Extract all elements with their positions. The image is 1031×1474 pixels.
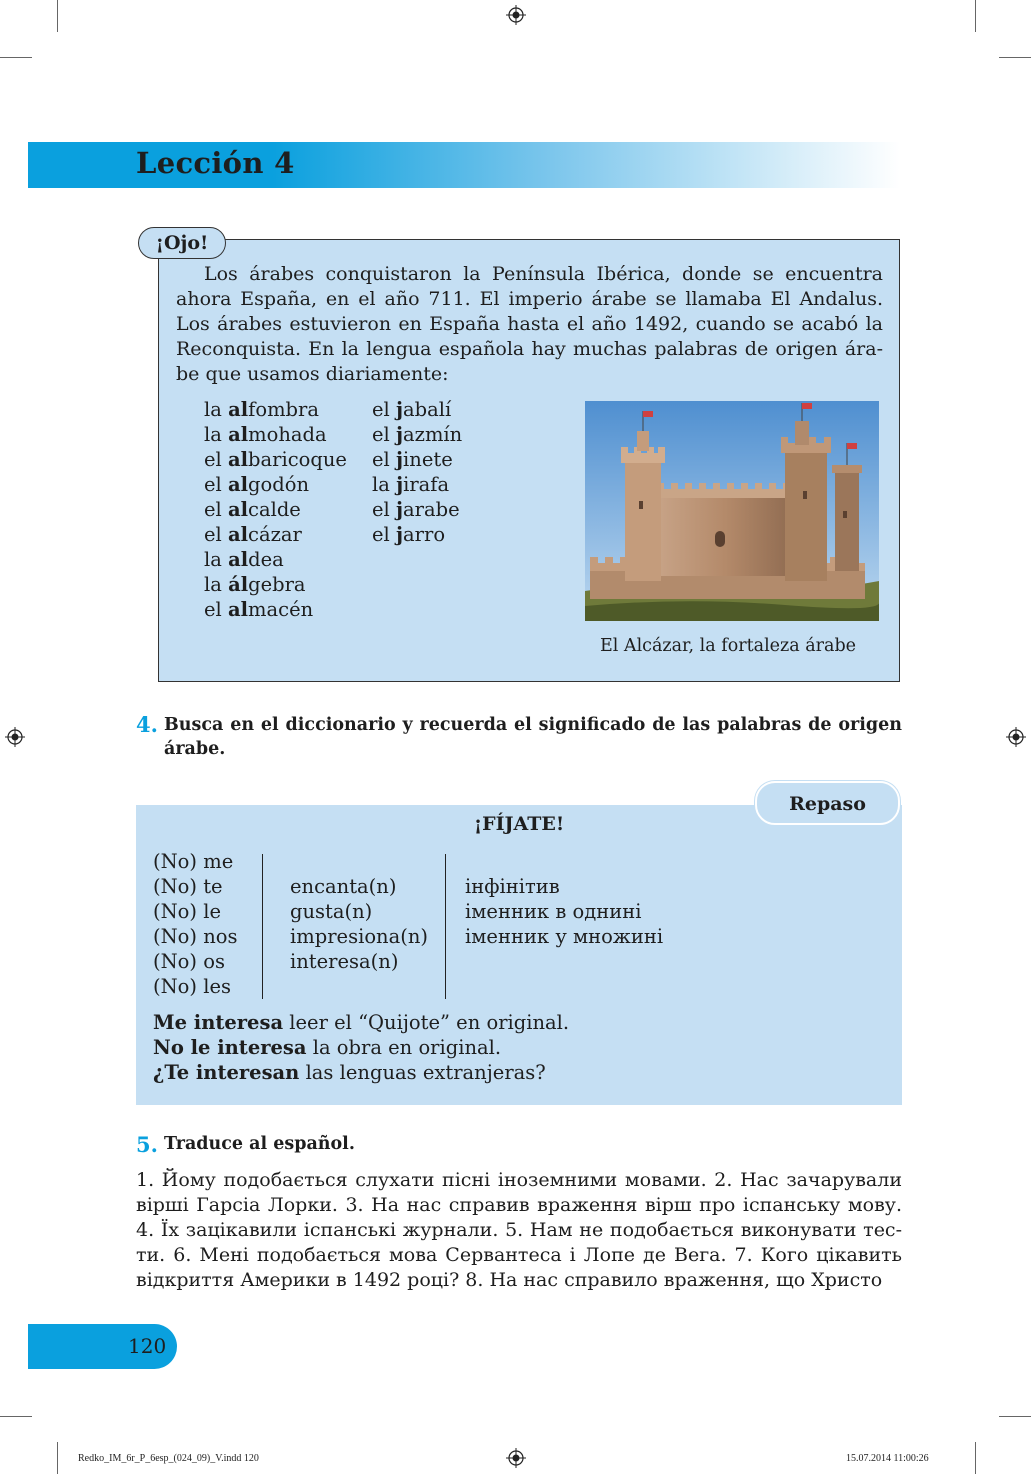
word-article: el xyxy=(204,598,228,621)
word-rest: mohada xyxy=(248,423,327,446)
word-article: el xyxy=(372,398,396,421)
example-rest: las lenguas extranjeras? xyxy=(299,1061,546,1084)
verb-item: interesa(n) xyxy=(290,950,399,973)
word-prefix: j xyxy=(396,473,404,496)
pronoun-column xyxy=(153,849,238,999)
verb-item: gusta(n) xyxy=(290,900,373,923)
word-prefix: al xyxy=(227,473,249,496)
word-item xyxy=(204,572,347,597)
ojo-tag: ¡Ojo! xyxy=(138,227,226,259)
word-article: el xyxy=(204,448,228,471)
word-item xyxy=(372,397,462,422)
word-rest: inete xyxy=(403,448,453,471)
word-rest: fombra xyxy=(248,398,319,421)
word-item xyxy=(204,447,347,472)
word-prefix: j xyxy=(395,448,404,471)
word-rest: irafa xyxy=(403,473,450,496)
example-sentences xyxy=(153,1010,569,1085)
word-article: la xyxy=(204,423,229,446)
lesson-title: Lección 4 xyxy=(136,146,295,180)
word-article: el xyxy=(372,423,396,446)
word-rest: gebra xyxy=(248,573,306,596)
word-item xyxy=(204,422,347,447)
exercise-instruction: Busca en el diccionario y recuerda el significado de las palabras de origen árabe. xyxy=(164,715,902,759)
word-prefix: al xyxy=(227,523,249,546)
word-prefix: al xyxy=(227,598,249,621)
fijate-title: ¡FÍJATE! xyxy=(473,813,565,835)
word-prefix: al xyxy=(228,548,249,571)
complement-item: іменник в однині xyxy=(465,900,642,923)
footer-date: 15.07.2014 11:00:26 xyxy=(846,1453,929,1464)
page-number-tab xyxy=(28,1324,177,1369)
word-item xyxy=(372,522,462,547)
word-prefix: j xyxy=(395,423,404,446)
word-article: la xyxy=(204,398,229,421)
word-article: el xyxy=(372,523,396,546)
page-number: 120 xyxy=(128,1334,167,1358)
crop-mark xyxy=(999,57,1031,58)
repaso-tab: Repaso xyxy=(755,781,900,825)
word-rest: cázar xyxy=(248,523,302,546)
word-item xyxy=(204,547,347,572)
pronoun-item: (No) les xyxy=(153,975,231,998)
word-article: el xyxy=(372,498,396,521)
image-caption: El Alcázar, la fortaleza árabe xyxy=(600,636,857,656)
column-divider xyxy=(262,854,263,999)
exercise-number: 5. xyxy=(136,1132,158,1157)
registration-mark-icon xyxy=(5,727,25,747)
crop-mark xyxy=(0,1416,32,1417)
word-rest: abalí xyxy=(403,398,452,421)
ojo-paragraph: Los árabes conquistaron la Península Ibérica, donde se encuentra ahora España, en el año 711. El imperio árabe se llamaba El Andalus. Los árabes estuvieron en España hasta el año 1492, cuando se acabó la Reconquista. En la lengua española hay muchas palabras de origen árabe que usamos diariamente: xyxy=(176,263,883,385)
word-prefix: al xyxy=(227,448,249,471)
word-prefix: al xyxy=(228,398,249,421)
word-prefix: j xyxy=(395,523,404,546)
word-item xyxy=(372,497,462,522)
crop-mark xyxy=(57,1442,58,1474)
example-bold: Me interesa xyxy=(153,1011,284,1034)
word-rest: dea xyxy=(248,548,284,571)
word-list-j xyxy=(372,397,462,547)
example-sentence xyxy=(153,1010,569,1035)
word-prefix: al xyxy=(228,423,249,446)
crop-mark xyxy=(975,0,976,32)
word-item xyxy=(204,522,347,547)
word-prefix: ál xyxy=(228,573,249,596)
example-bold: ¿Te interesan xyxy=(153,1061,300,1084)
word-item xyxy=(372,447,462,472)
word-item xyxy=(204,472,347,497)
word-article: el xyxy=(204,523,228,546)
crop-mark xyxy=(975,1442,976,1474)
word-rest: calde xyxy=(248,498,301,521)
example-bold: No le interesa xyxy=(153,1036,307,1059)
word-item xyxy=(204,397,347,422)
example-rest: la obra en original. xyxy=(306,1036,502,1059)
verb-column xyxy=(290,874,428,974)
word-prefix: j xyxy=(395,498,404,521)
word-article: la xyxy=(204,573,229,596)
word-item xyxy=(372,422,462,447)
example-rest: leer el “Quijote” en original. xyxy=(283,1011,570,1034)
crop-mark xyxy=(57,0,58,32)
castle-image xyxy=(585,401,879,621)
registration-mark-icon xyxy=(506,1448,526,1468)
word-list-al xyxy=(204,397,347,622)
word-item xyxy=(204,597,347,622)
word-rest: godón xyxy=(248,473,310,496)
word-article: el xyxy=(204,473,228,496)
exercise-instruction: Traduce al español. xyxy=(164,1134,355,1154)
crop-mark xyxy=(0,57,32,58)
registration-mark-icon xyxy=(1006,727,1026,747)
word-article: la xyxy=(204,548,229,571)
word-article: el xyxy=(372,448,396,471)
crop-mark xyxy=(999,1416,1031,1417)
word-prefix: al xyxy=(227,498,249,521)
complement-item: іменник у множині xyxy=(465,925,664,948)
word-rest: azmín xyxy=(403,423,463,446)
footer-file: Redko_IM_6r_P_6esp_(024_09)_V.indd 120 xyxy=(78,1453,259,1464)
registration-mark-icon xyxy=(506,5,526,25)
word-prefix: j xyxy=(395,398,404,421)
example-sentence xyxy=(153,1035,569,1060)
verb-item: encanta(n) xyxy=(290,875,397,898)
pronoun-item: (No) te xyxy=(153,875,223,898)
word-article: el xyxy=(204,498,228,521)
complement-item: інфінітив xyxy=(465,875,560,898)
pronoun-item: (No) os xyxy=(153,950,225,973)
column-divider xyxy=(445,854,446,999)
word-item xyxy=(204,497,347,522)
example-sentence xyxy=(153,1060,569,1085)
word-rest: arabe xyxy=(403,498,460,521)
word-rest: arro xyxy=(403,523,446,546)
word-rest: baricoque xyxy=(248,448,347,471)
verb-item: impresiona(n) xyxy=(290,925,429,948)
word-rest: macén xyxy=(248,598,314,621)
complement-column xyxy=(465,874,663,949)
pronoun-item: (No) le xyxy=(153,900,221,923)
exercise-text: 1. Йому подобається слухати пісні іноземними мовами. 2. Нас зачарували вірші Гарсіа Лорки. 3. На нас справив враження вірш про іспанську мову. 4. Їх зацікавили іспанські журнали. 5. Нам не подобається виконувати тести. 6. Мені подобається мова Сервантеса і Лопе де Вега. 7. Кого цікавить відкриття Америки в 1492 році? 8. На нас справило враження, що Христо xyxy=(136,1169,902,1291)
word-article: la xyxy=(372,473,397,496)
pronoun-item: (No) me xyxy=(153,850,234,873)
exercise-number: 4. xyxy=(136,712,158,737)
word-item xyxy=(372,472,462,497)
pronoun-item: (No) nos xyxy=(153,925,238,948)
